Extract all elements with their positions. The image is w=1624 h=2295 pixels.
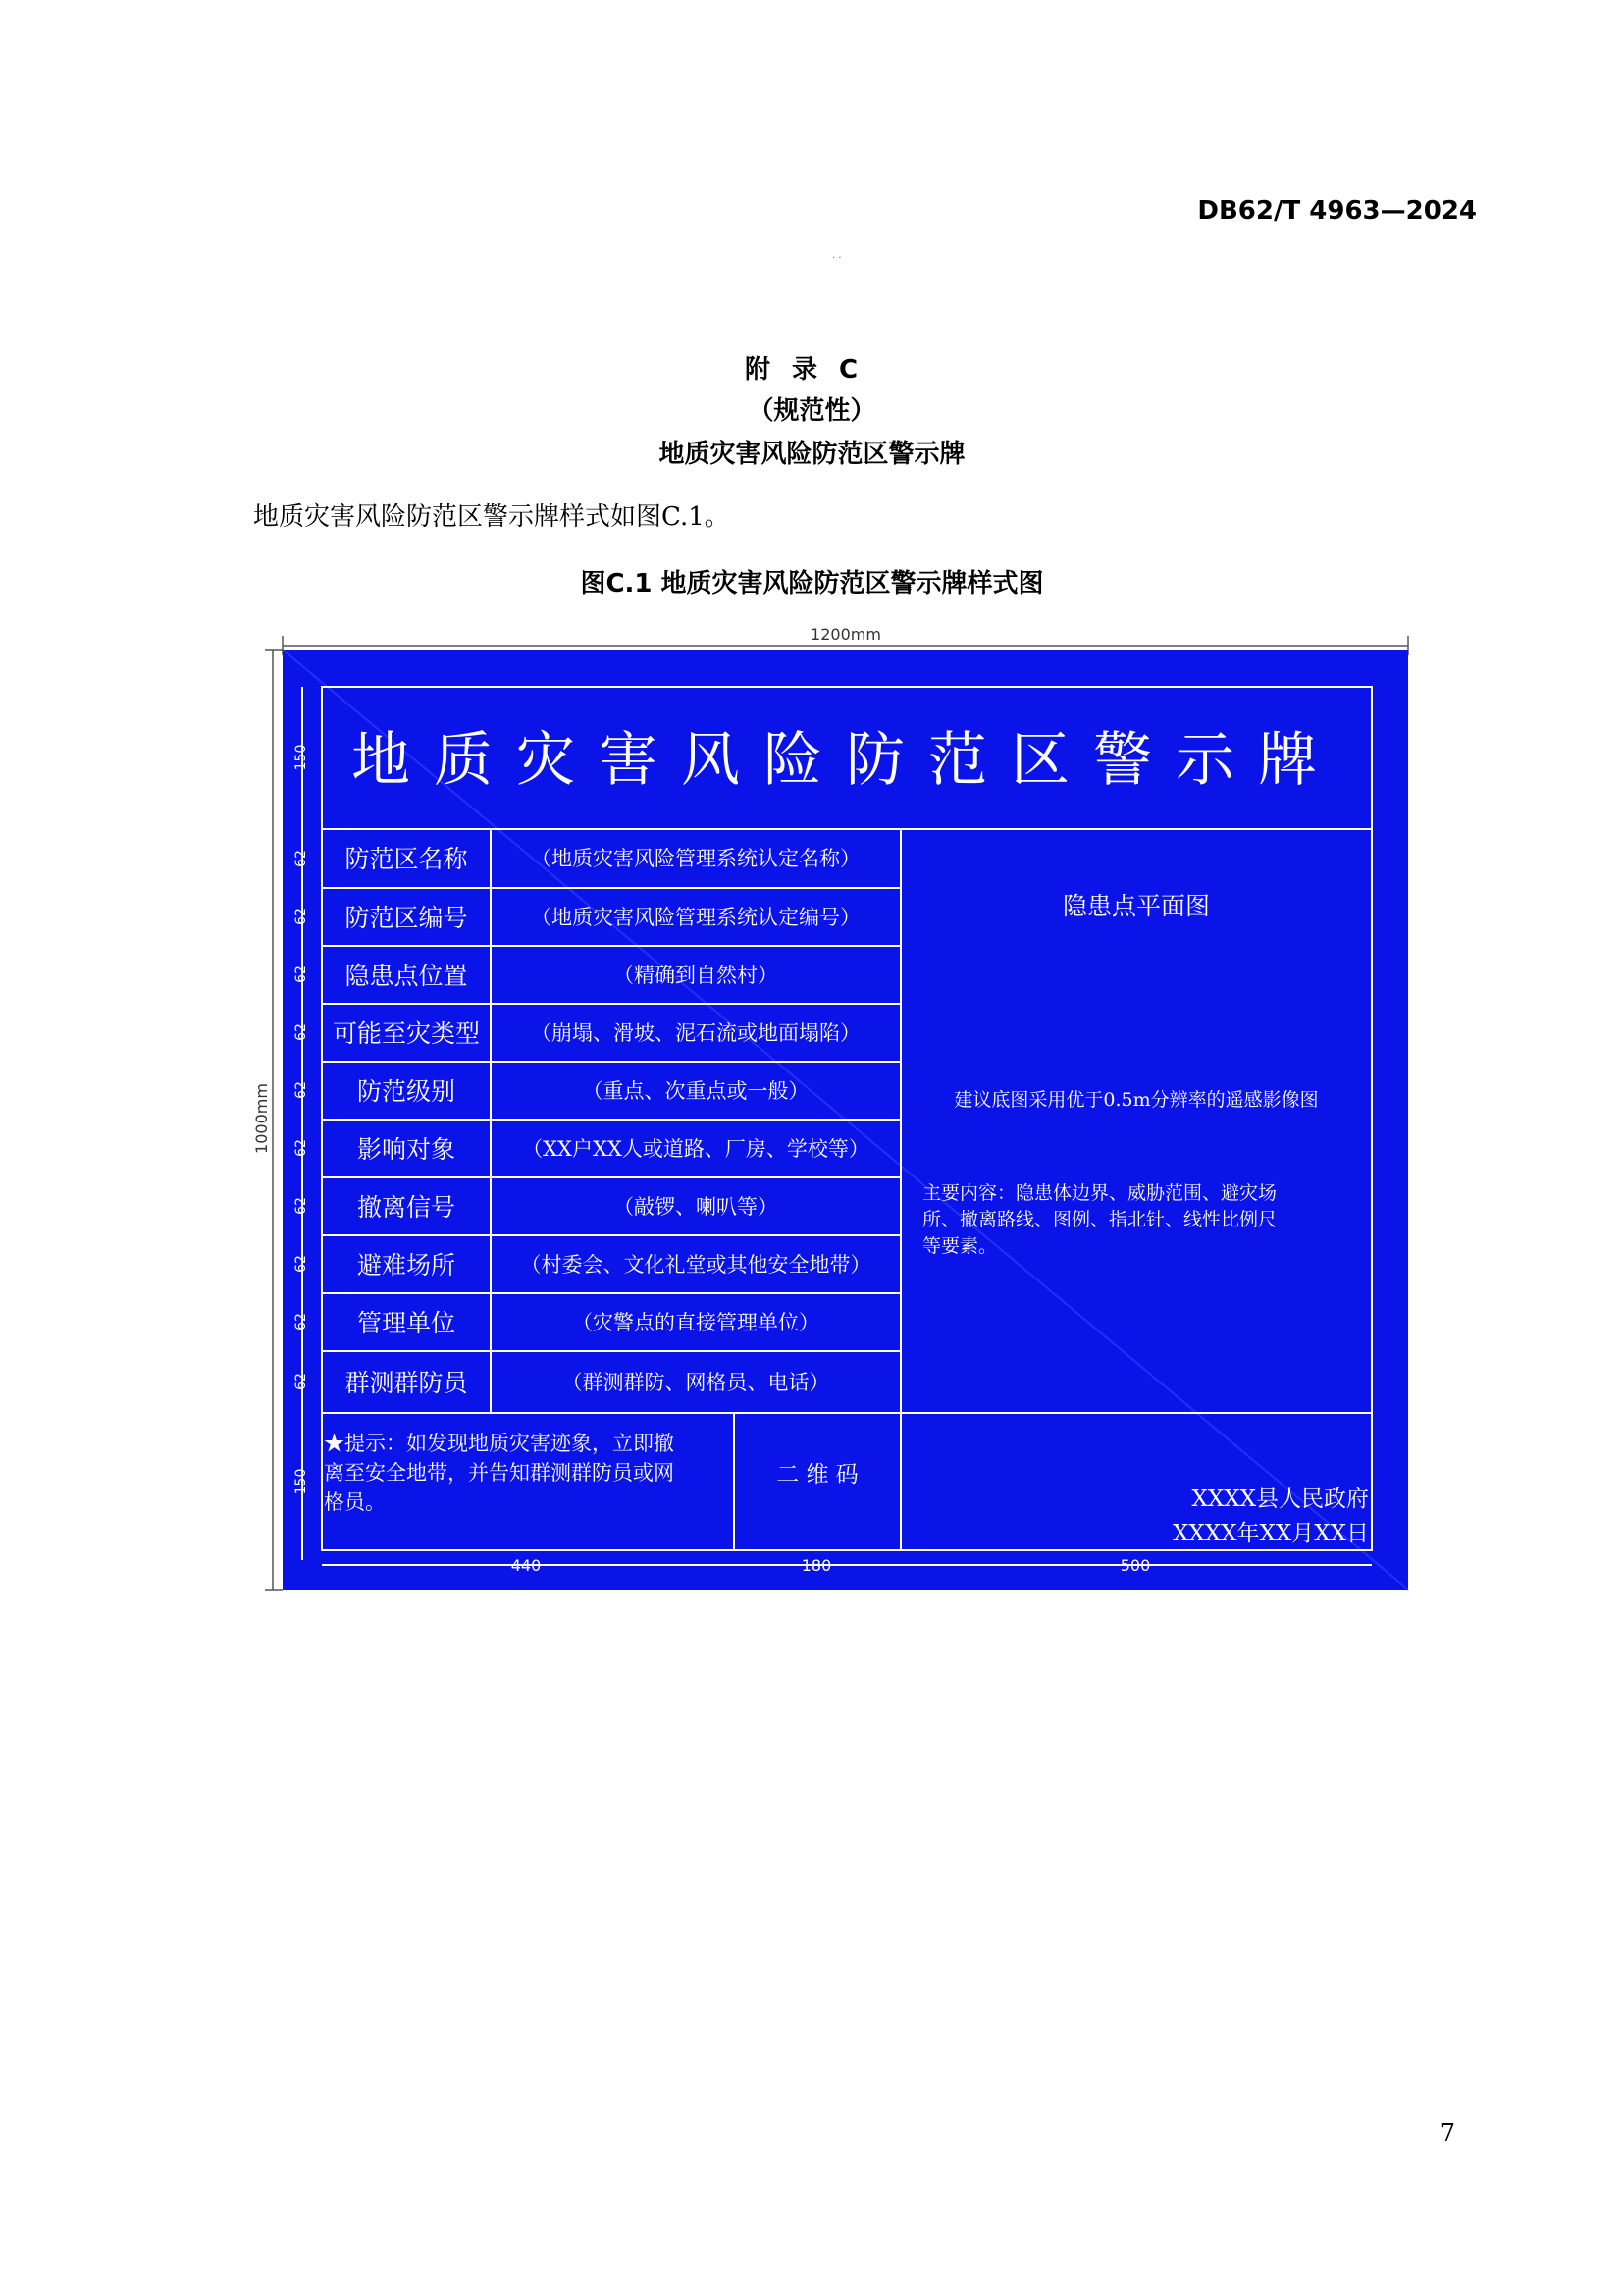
row-label: 避难场所: [356, 1251, 456, 1279]
sign-title: 地质灾害风险防范区警示牌: [351, 726, 1340, 795]
col2-dim-label: 180: [801, 1556, 832, 1575]
row-value: （重点、次重点或一般）: [582, 1079, 810, 1103]
row-value: （地质灾害风险管理系统认定编号）: [531, 906, 861, 929]
row-value: （灾警点的直接管理单位）: [572, 1311, 819, 1334]
row-dim-label: 62: [293, 850, 309, 867]
row-value: （群测群防、网格员、电话）: [561, 1371, 830, 1394]
map-panel-title: 隐患点平面图: [1062, 892, 1211, 920]
header-dim-label: 150: [293, 744, 309, 771]
page-mark: · ·: [832, 253, 842, 264]
map-content-line: 主要内容：隐患体边界、威胁范围、避灾场: [922, 1182, 1278, 1204]
row-value: （XX户XX人或道路、厂房、学校等）: [522, 1137, 869, 1161]
row-value: （崩塌、滑坡、泥石流或地面塌陷）: [531, 1021, 861, 1045]
row-dim-label: 62: [293, 1139, 309, 1157]
row-label: 防范区编号: [344, 904, 468, 932]
row-value: （敲锣、喇叭等）: [613, 1195, 778, 1219]
row-value: （地质灾害风险管理系统认定名称）: [531, 847, 861, 870]
width-dim-label: 1200mm: [811, 625, 881, 644]
appendix-label: 附录C: [744, 355, 880, 385]
map-content-line: 等要素。: [922, 1235, 998, 1257]
col3-dim-label: 500: [1120, 1556, 1151, 1575]
row-label: 可能至灾类型: [332, 1019, 481, 1048]
basemap-note: 建议底图采用优于0.5m分辨率的遥感影像图: [954, 1089, 1319, 1111]
row-label: 管理单位: [356, 1309, 456, 1337]
row-dim-label: 62: [293, 965, 309, 983]
row-label: 群测群防员: [344, 1369, 468, 1397]
row-dim-label: 62: [293, 1023, 309, 1041]
standard-code: DB62/T 4963—2024: [1197, 196, 1477, 226]
qr-code-placeholder: 二 维 码: [776, 1462, 859, 1487]
issue-date: XXXX年XX月XX日: [1173, 1521, 1369, 1546]
row-dim-label: 62: [293, 1373, 309, 1390]
map-content-line: 所、撤离路线、图例、指北针、线性比例尺: [922, 1209, 1278, 1230]
row-label: 防范级别: [356, 1077, 456, 1106]
appendix-title: 地质灾害风险防范区警示牌: [658, 440, 966, 469]
row-label: 防范区名称: [344, 845, 468, 873]
row-label: 撤离信号: [356, 1193, 456, 1222]
row-dim-label: 62: [293, 1313, 309, 1330]
row-dim-label: 62: [293, 1197, 309, 1215]
row-dim-label: 62: [293, 1255, 309, 1273]
page-number: 7: [1440, 2119, 1455, 2147]
row-value: （村委会、文化礼堂或其他安全地带）: [520, 1253, 871, 1277]
footer-dim-label: 150: [293, 1468, 309, 1495]
row-value: （精确到自然村）: [613, 964, 778, 987]
row-dim-label: 62: [293, 1081, 309, 1099]
tip-line: ★提示：如发现地质灾害迹象，立即撤: [324, 1432, 674, 1455]
figure-caption: 图C.1 地质灾害风险防范区警示牌样式图: [580, 569, 1044, 599]
row-dim-label: 62: [293, 908, 309, 925]
col1-dim-label: 440: [510, 1556, 542, 1575]
row-label: 影响对象: [356, 1135, 456, 1164]
tip-line: 格员。: [324, 1490, 386, 1514]
appendix-type: （规范性）: [748, 396, 876, 426]
row-label: 隐患点位置: [344, 962, 468, 990]
tip-line: 离至安全地带，并告知群测群防员或网: [324, 1461, 674, 1485]
height-dim-label: 1000mm: [252, 1083, 271, 1154]
issuer: XXXX县人民政府: [1191, 1487, 1369, 1512]
intro-paragraph: 地质灾害风险防范区警示牌样式如图C.1。: [253, 502, 730, 532]
